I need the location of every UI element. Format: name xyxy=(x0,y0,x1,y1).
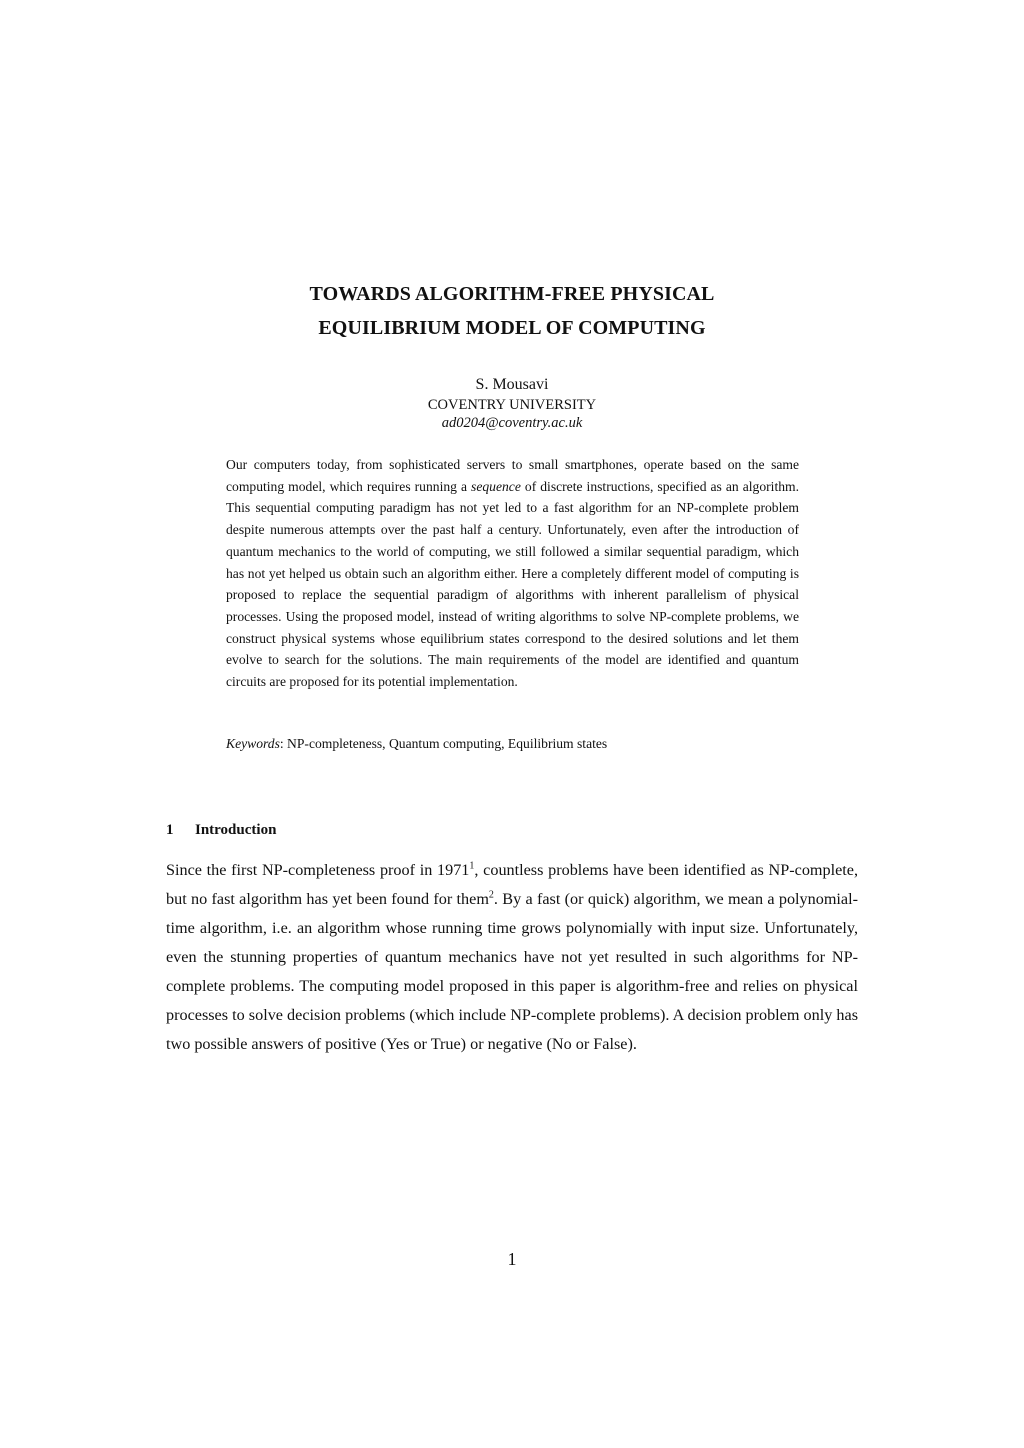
abstract-text-part-1: Our computers today, from sophisticated servers to small smartphones, operate based on the same computing model, which requires running a xyxy=(226,457,799,494)
keywords-label: Keywords xyxy=(226,736,280,751)
keywords xyxy=(226,736,799,752)
abstract xyxy=(226,454,799,693)
abstract-text-part-2: of discrete instructions, specified as an algorithm. This sequential computing paradigm has not yet led to a fast algorithm for an NP-complete problem despite numerous attempts over the past half a century. Unfortunately, even after the introduction of quantum mechanics to the world of computing, we still followed a similar sequential paradigm, which has not yet helped us obtain such an algorithm either. Here a completely different model of computing is proposed to replace the sequential paradigm of algorithms with inherent parallelism of physical processes. Using the proposed model, instead of writing algorithms to solve NP-complete problems, we construct physical systems whose equilibrium states correspond to the desired solutions and let them evolve to search for the solutions. The main requirements of the model are identified and quantum circuits are proposed for its potential implementation. xyxy=(226,478,799,690)
author-email: ad0204@coventry.ac.uk xyxy=(441,415,583,431)
keywords-list: : NP-completeness, Quantum computing, Equilibrium states xyxy=(279,736,608,751)
section-heading-introduction xyxy=(166,822,276,839)
paper-title-line-2: EQUILIBRIUM MODEL OF COMPUTING xyxy=(318,317,706,339)
section-title: Introduction xyxy=(195,822,277,838)
intro-text-part-3: . By a fast (or quick) algorithm, we mean a polynomial-time algorithm, i.e. an algorithm whose running time grows polynomially with input size. Unfortunately, even the stunning properties of quantum mechanics have not yet resulted in such algorithms for NP-complete problems. The computing model proposed in this paper is algorithm-free and relies on physical processes to solve decision problems (which include NP-complete problems). A decision problem only has two possible answers of positive (Yes or True) or negative (No or False). xyxy=(166,890,858,1053)
paper-title-line-1: TOWARDS ALGORITHM-FREE PHYSICAL xyxy=(309,283,715,305)
author-affiliation: COVENTRY UNIVERSITY xyxy=(427,397,597,413)
abstract-emphasis: sequence xyxy=(471,478,521,494)
intro-text-part-2: , countless problems have been identified as NP-complete, but no fast algorithm has yet been found for them xyxy=(166,861,859,908)
introduction-paragraph xyxy=(166,856,858,1059)
footnote-ref-1: 1 xyxy=(469,860,475,872)
page-number: 1 xyxy=(507,1249,517,1269)
author-name: S. Mousavi xyxy=(475,376,549,393)
section-number: 1 xyxy=(166,822,174,838)
intro-text-part-1: Since the first NP-completeness proof in 1971 xyxy=(166,861,470,879)
footnote-ref-2: 2 xyxy=(488,889,494,901)
